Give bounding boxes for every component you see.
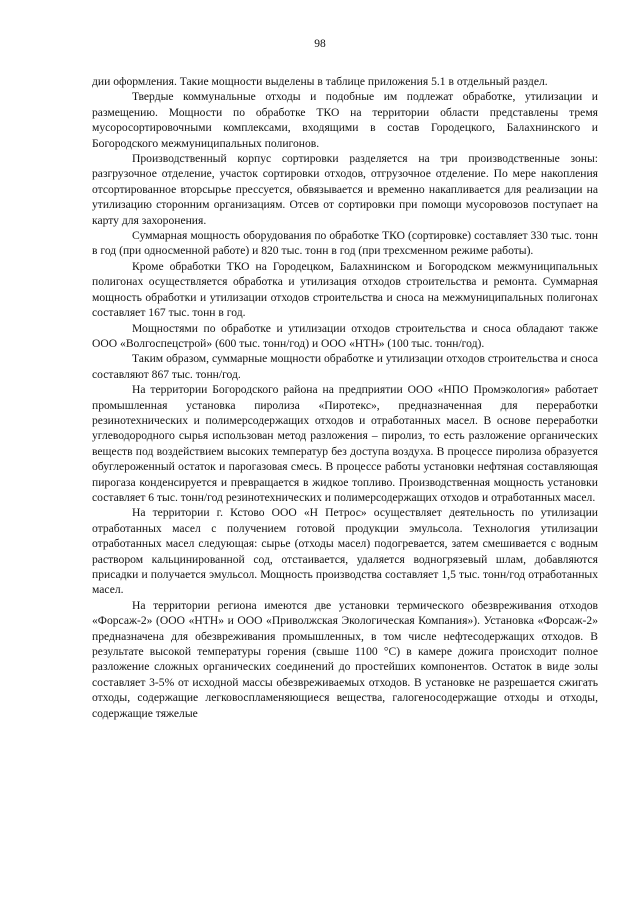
paragraph: Производственный корпус сортировки разделяется на три производственные зоны: разгрузочное отделение, участок сортировки отходов, отгрузочное отделение. По мере накопления отсортированное вторсырье прессуется, обвязывается и временно накапливается для реализации на утилизацию сторонним организациям. Отсев от сортировки при помощи мусоровозов поступает на карту для захоронения. — [92, 152, 598, 227]
paragraph: Суммарная мощность оборудования по обработке ТКО (сортировке) составляет 330 тыс. тонн в год (при односменной работе) и 820 тыс. тонн в год (при трехсменном режиме работы). — [92, 229, 598, 258]
paragraph: На территории г. Кстово ООО «Н Петрос» осуществляет деятельность по утилизации отработанных масел с получением готовой продукции эмульсола. Технология утилизации отработанных масел следующая: сырье (отходы масел) подогревается, затем смешивается с водным раствором кальцинированной сод, отстаивается, удаляется водногрязевый шлам, добавляются присадки и получается эмульсол. Мощность производства составляет 1,5 тыс. тонн/год отработанных масел. — [92, 506, 598, 597]
paragraph: Твердые коммунальные отходы и подобные им подлежат обработке, утилизации и размещению. Мощности по обработке ТКО на территории области представлены тремя мусоросортировочными комплексами, входящими в состав Городецкого, Балахнинского и Богородского межмуниципальных полигонов. — [92, 90, 598, 150]
paragraph: На территории Богородского района на предприятии ООО «НПО Промэкология» работает промышленная установка пиролиза «Пиротекс», предназначенная для переработки резинотехнических и полимерсодержащих отходов и отработанных масел. В основе переработки углеводородного сырья использован метод разложения – пиролиз, то есть разложение органических веществ под воздействием высоких температур без доступа воздуха. В процессе пиролиза образуется обуглероженный остаток и парогазовая смесь. В процессе работы установки нефтяная составляющая пирогаза конденсируется и превращается в жидкое топливо. Производственная мощность установки составляет 6 тыс. тонн/год резинотехнических и полимерсодержащих отходов и отработанных масел. — [92, 383, 598, 504]
paragraph: Таким образом, суммарные мощности обработке и утилизации отходов строительства и сноса составляют 867 тыс. тонн/год. — [92, 352, 598, 381]
paragraph: Кроме обработки ТКО на Городецком, Балахнинском и Богородском межмуниципальных полигонах осуществляется обработка и утилизация отходов строительства и ремонта. Суммарная мощность обработки и утилизации отходов строительства и сноса на межмуниципальных полигонах составляет 167 тыс. тонн в год. — [92, 259, 598, 320]
page-body — [92, 74, 598, 721]
page-number: 98 — [314, 38, 326, 50]
paragraph: Мощностями по обработке и утилизации отходов строительства и сноса обладают также ООО «Волгоспецстрой» (600 тыс. тонн/год) и ООО «НТН» (100 тыс. тонн/год). — [92, 321, 598, 350]
paragraph: дии оформления. Такие мощности выделены в таблице приложения 5.1 в отдельный раздел. — [92, 75, 548, 88]
paragraph: На территории региона имеются две установки термического обезвреживания отходов «Форсаж-2» (ООО «НТН» и ООО «Приволжская Экологическая Компания»). Установка «Форсаж-2» предназначена для обезвреживания промышленных, в том числе нефтесодержащих отходов. В результате высокой температуры горения (свыше 1100 °С) в камере дожига происходит полное разложение сложных органических соединений до простейших компонентов. Остаток в виде золы составляет 3-5% от исходной массы обезвреживаемых отходов. В установке не разрешается сжигать отходы, содержащие легковоспламеняющиеся вещества, галогеносодержащие отходы и отходы, содержащие тяжелые — [92, 598, 598, 720]
